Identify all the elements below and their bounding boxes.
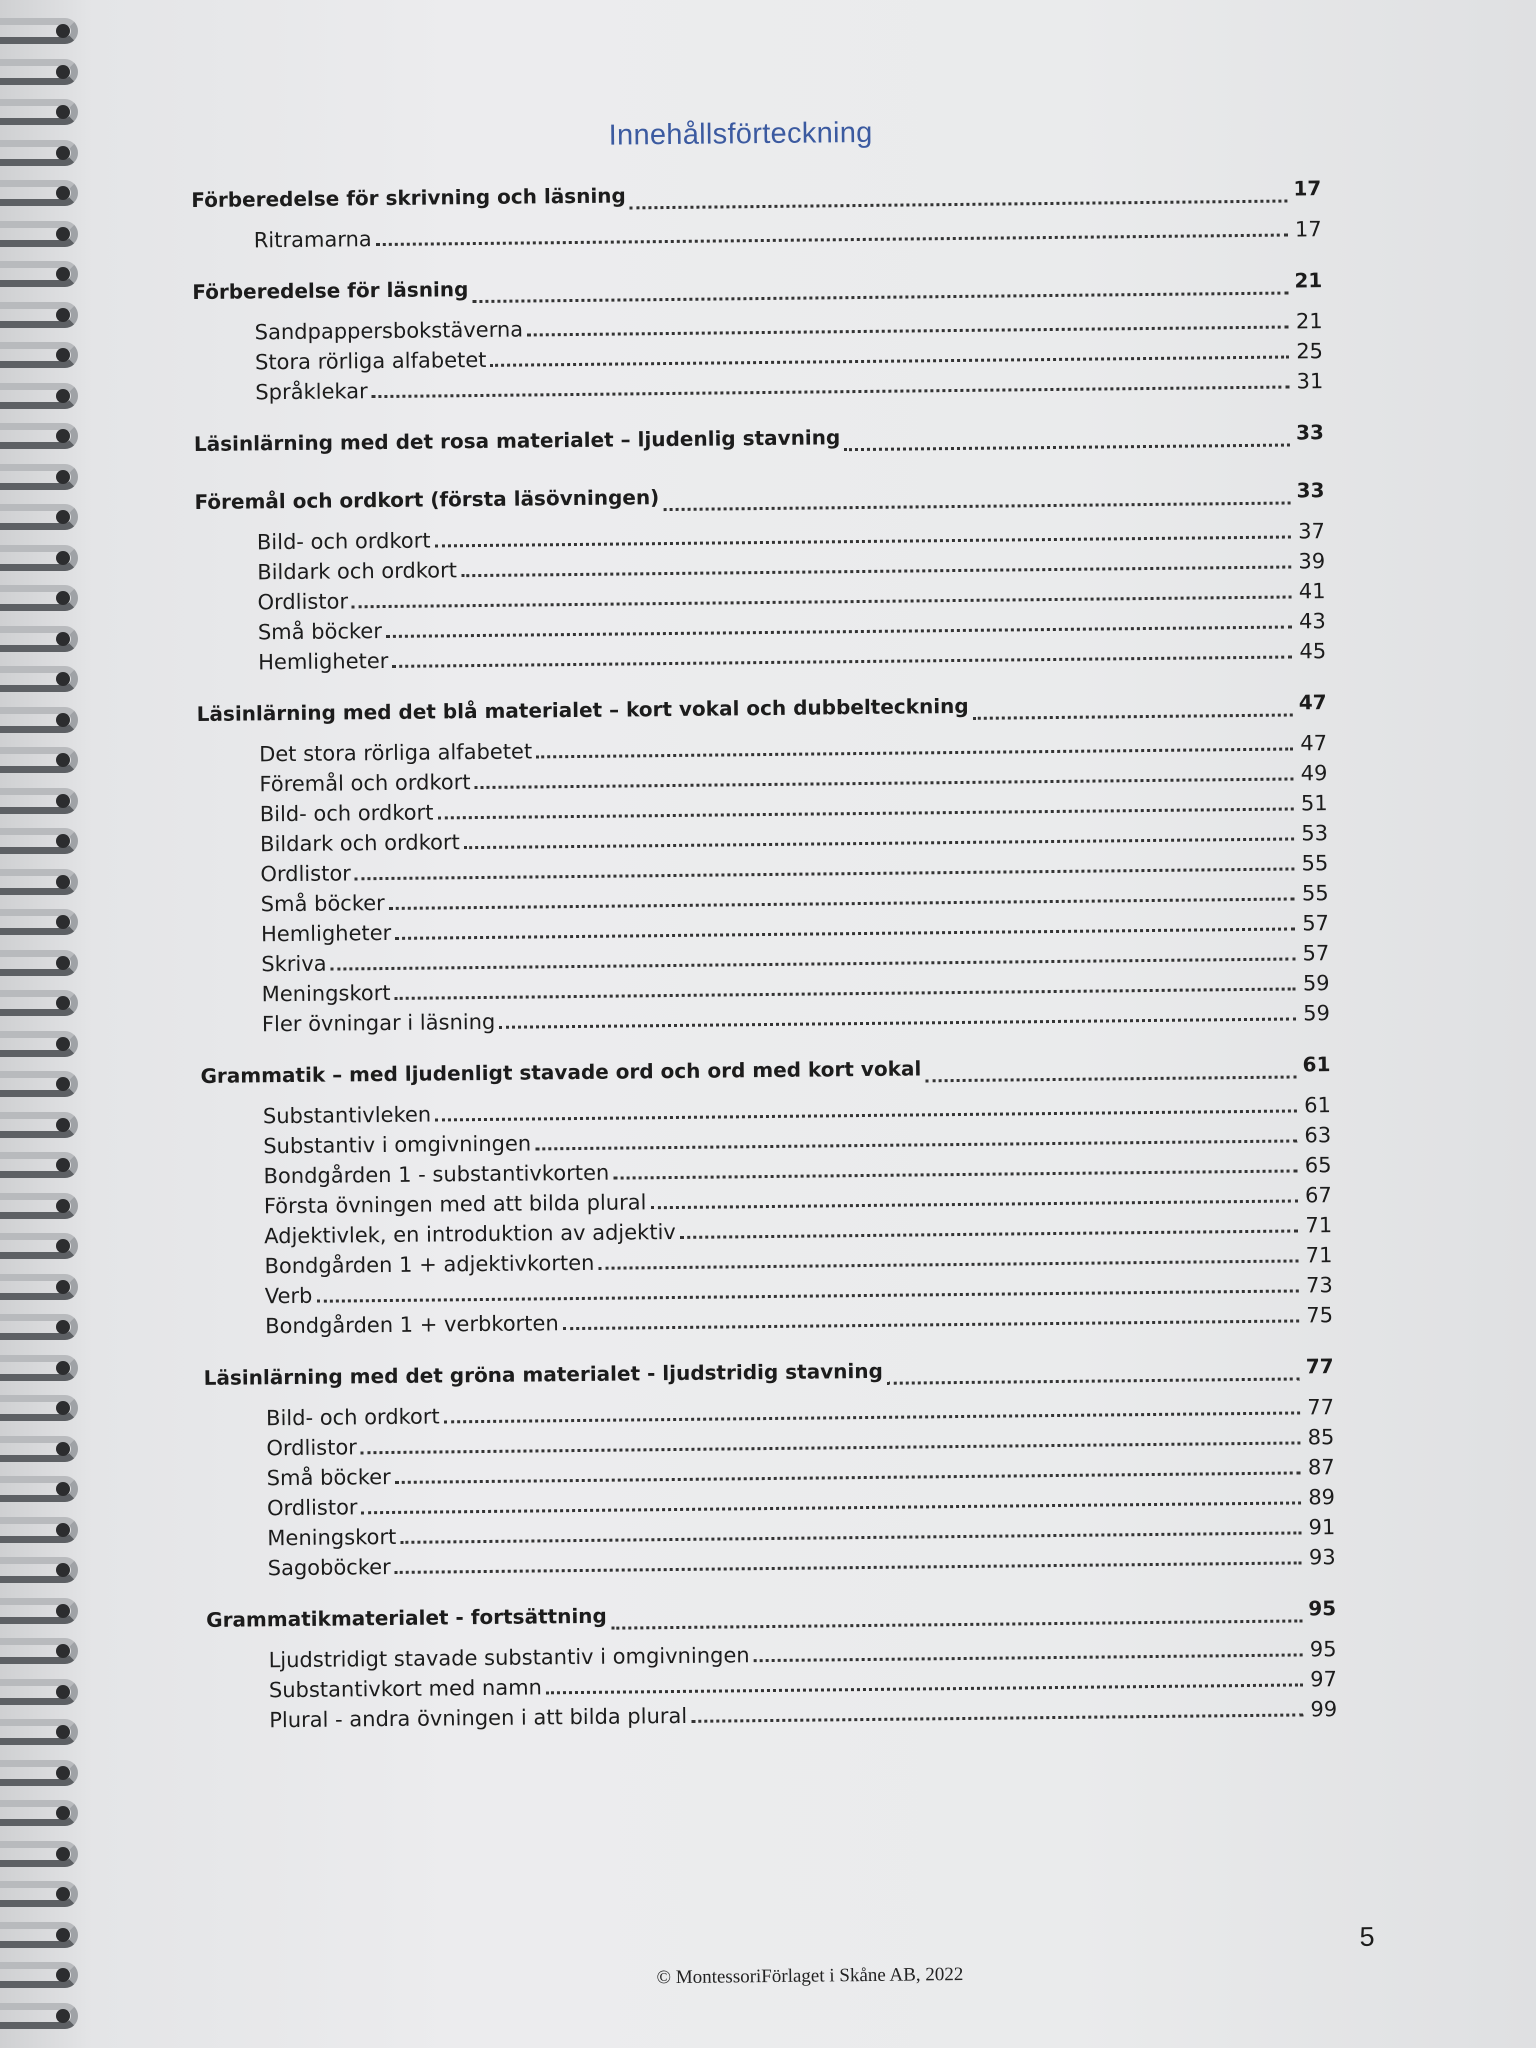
toc-entry-page: 47 — [1300, 731, 1328, 756]
toc-entry-label: Bild- och ordkort — [256, 528, 431, 555]
toc-entry-label: Substantiv i omgivningen — [263, 1131, 532, 1159]
toc-leader-dots — [925, 1074, 1296, 1082]
toc-entry-label: Sandpappersbokstäverna — [254, 317, 524, 345]
toc-leader-dots — [361, 1440, 1301, 1454]
toc-leader-dots — [435, 534, 1291, 547]
toc-entry-label: Språklekar — [255, 379, 368, 405]
toc-entry-label: Små böcker — [260, 891, 385, 917]
toc-leader-dots — [376, 233, 1288, 247]
toc-entry-label: Hemligheter — [260, 920, 392, 947]
page-title: Innehållsförteckning — [608, 116, 873, 152]
toc-leader-dots — [598, 1258, 1298, 1269]
toc-entry-page: 61 — [1304, 1093, 1332, 1118]
toc-leader-dots — [563, 1318, 1299, 1330]
toc-entry-label: Skriva — [261, 951, 327, 977]
toc-leader-dots — [887, 1376, 1300, 1384]
toc-entry-page: 51 — [1300, 791, 1328, 816]
toc-leader-dots — [527, 325, 1289, 337]
toc-leader-dots — [464, 836, 1294, 849]
toc-entry-page: 75 — [1306, 1303, 1334, 1328]
toc-leader-dots — [392, 654, 1292, 667]
toc-leader-dots — [611, 1618, 1302, 1629]
toc-entry-page: 53 — [1301, 821, 1329, 846]
toc-leader-dots — [400, 1530, 1301, 1543]
toc-entry-page: 63 — [1304, 1123, 1332, 1148]
toc-entry-label: Hemligheter — [258, 648, 389, 675]
toc-section-heading — [196, 680, 1326, 736]
toc-section — [192, 258, 1323, 408]
toc-entry-label: Adjektivlek, en introduktion av adjektiv — [264, 1219, 676, 1249]
page-number: 5 — [1359, 1921, 1375, 1952]
toc-leader-dots — [395, 1470, 1301, 1483]
toc-leader-dots — [691, 1712, 1303, 1722]
toc-entry-label: Bild- och ordkort — [259, 800, 434, 827]
toc-section-heading — [194, 410, 1324, 466]
toc-leader-dots — [475, 776, 1294, 789]
toc-section — [203, 1344, 1335, 1584]
toc-entry-page: 87 — [1307, 1455, 1335, 1480]
toc-leader-dots — [546, 1682, 1303, 1694]
toc-leader-dots — [386, 624, 1292, 637]
toc-leader-dots — [630, 199, 1288, 210]
toc-leader-dots — [355, 866, 1295, 880]
toc-entry-page: 31 — [1296, 369, 1324, 394]
toc-entry-page: 57 — [1302, 941, 1330, 966]
toc-entry — [192, 214, 1322, 256]
toc-entry-page: 71 — [1305, 1243, 1333, 1268]
toc-entry-label: Substantivleken — [262, 1102, 432, 1129]
toc-section-title: Förberedelse för skrivning och läsning — [191, 183, 626, 212]
toc-section-page: 33 — [1296, 478, 1325, 503]
toc-entry-page: 97 — [1310, 1667, 1338, 1692]
toc-entry-page: 39 — [1298, 549, 1326, 574]
toc-entry-label: Bild- och ordkort — [265, 1404, 440, 1431]
toc-entry-label: Ordlistor — [257, 589, 349, 615]
toc-leader-dots — [372, 385, 1290, 399]
toc-entry-page: 17 — [1294, 217, 1322, 242]
toc-section-heading — [200, 1042, 1330, 1098]
toc-entry-label: Fler övningar i läsning — [261, 1009, 496, 1037]
toc-entry-page: 85 — [1307, 1425, 1335, 1450]
toc-entry-label: Meningskort — [267, 1524, 397, 1551]
toc-entry-label: Ljudstridigt stavade substantiv i omgivningen — [268, 1643, 750, 1673]
toc-leader-dots — [435, 1108, 1297, 1121]
toc-entry-label: Bildark och ordkort — [259, 830, 460, 857]
toc-entry-label: Verb — [264, 1283, 313, 1309]
toc-leader-dots — [536, 746, 1293, 758]
toc-section-title: Läsinlärning med det gröna materialet - ljudstridig stavning — [203, 1358, 883, 1390]
toc-section — [196, 680, 1330, 1040]
toc-entry-page: 71 — [1305, 1213, 1333, 1238]
toc-entry-page: 65 — [1304, 1153, 1332, 1178]
toc-leader-dots — [473, 291, 1289, 304]
toc-leader-dots — [331, 956, 1296, 970]
toc-entry-label: Substantivkort med namn — [268, 1675, 543, 1703]
toc-entry-page: 77 — [1307, 1395, 1335, 1420]
toc-entry-page: 67 — [1304, 1183, 1332, 1208]
toc-section-page: 17 — [1293, 176, 1322, 201]
toc-entry-page: 21 — [1295, 309, 1323, 334]
toc-section-page: 95 — [1308, 1596, 1337, 1621]
toc-section-title: Grammatikmaterialet - fortsättning — [206, 1603, 607, 1632]
toc-entry-page: 93 — [1308, 1545, 1336, 1570]
toc-section-page: 33 — [1295, 420, 1324, 445]
toc-leader-dots — [490, 355, 1289, 367]
toc-entry-label: Ordlistor — [266, 1435, 357, 1461]
toc-entry-label: Små böcker — [266, 1464, 391, 1491]
toc-section — [200, 1042, 1333, 1342]
toc-entry-label: Första övningen med att bilda plural — [263, 1190, 647, 1219]
toc-leader-dots — [973, 712, 1293, 719]
toc-section-heading — [194, 468, 1324, 524]
toc-section-heading — [191, 166, 1321, 222]
toc-entry-page: 55 — [1301, 881, 1329, 906]
toc-leader-dots — [437, 806, 1293, 819]
toc-entry-page: 59 — [1303, 1001, 1331, 1026]
toc-entry-page: 89 — [1308, 1485, 1336, 1510]
toc-entry-label: Stora rörliga alfabetet — [254, 347, 487, 375]
toc-entry-label: Ordlistor — [260, 861, 351, 887]
toc-leader-dots — [680, 1228, 1298, 1238]
toc-entry-page: 99 — [1310, 1697, 1338, 1722]
toc-entry-page: 45 — [1299, 639, 1327, 664]
toc-entry-label: Bondgården 1 + verbkorten — [265, 1311, 559, 1339]
toc-entry-label: Föremål och ordkort — [259, 770, 471, 797]
toc-section-page: 47 — [1298, 690, 1327, 715]
toc-leader-dots — [650, 1198, 1297, 1209]
toc-leader-dots — [395, 926, 1295, 939]
toc-section-page: 61 — [1302, 1052, 1331, 1077]
toc-entry-page: 43 — [1298, 609, 1326, 634]
toc-section-heading — [206, 1586, 1336, 1642]
toc-section-heading — [192, 258, 1322, 314]
toc-entry-label: Sagoböcker — [267, 1554, 391, 1581]
toc-entry-page: 37 — [1298, 519, 1325, 544]
toc-entry-label: Bondgården 1 - substantivkorten — [263, 1160, 610, 1189]
toc-section — [206, 1586, 1337, 1736]
toc-section-title: Läsinlärning med det blå materialet – kort vokal och dubbelteckning — [196, 693, 969, 726]
toc-entry-page: 91 — [1308, 1515, 1336, 1540]
toc-section-title: Grammatik – med ljudenligt stavade ord och ord med kort vokal — [200, 1056, 922, 1088]
toc-entry-page: 25 — [1296, 339, 1324, 364]
toc-section-title: Förberedelse för läsning — [192, 277, 469, 304]
toc-leader-dots — [844, 443, 1290, 452]
toc-section-heading — [203, 1344, 1333, 1400]
toc-entry-label: Bildark och ordkort — [257, 558, 458, 585]
toc-section-page: 77 — [1305, 1354, 1334, 1379]
toc-leader-dots — [352, 594, 1292, 608]
toc-entry-page: 73 — [1305, 1273, 1333, 1298]
toc-entry-label: Bondgården 1 + adjektivkorten — [264, 1250, 595, 1279]
toc-leader-dots — [663, 500, 1290, 511]
toc-leader-dots — [362, 1500, 1302, 1514]
toc-entry-label: Ordlistor — [266, 1495, 358, 1521]
toc-section — [194, 410, 1324, 466]
toc-leader-dots — [499, 1016, 1296, 1028]
toc-entry-page: 57 — [1302, 911, 1330, 936]
toc-entry-page: 59 — [1302, 971, 1330, 996]
toc-section-page: 21 — [1294, 268, 1323, 293]
toc-entry-page: 41 — [1298, 579, 1326, 604]
toc-section — [194, 468, 1326, 678]
toc-leader-dots — [395, 1560, 1302, 1573]
toc-entry-page: 49 — [1300, 761, 1328, 786]
table-of-contents — [191, 166, 1337, 1750]
copyright-notice: © MontessoriFörlaget i Skåne AB, 2022 — [656, 1964, 964, 1989]
toc-leader-dots — [316, 1288, 1298, 1302]
toc-leader-dots — [395, 986, 1296, 999]
toc-entry-label: Det stora rörliga alfabetet — [259, 739, 533, 767]
toc-entry-label: Ritramarna — [253, 227, 372, 253]
toc-leader-dots — [444, 1410, 1300, 1423]
toc-leader-dots — [613, 1168, 1297, 1179]
toc-leader-dots — [535, 1138, 1297, 1150]
toc-entry-label: Meningskort — [261, 980, 391, 1007]
toc-section-title: Läsinlärning med det rosa materialet – ljudenlig stavning — [193, 425, 841, 456]
toc-entry-page: 55 — [1301, 851, 1329, 876]
toc-section-title: Föremål och ordkort (första läsövningen) — [194, 485, 660, 514]
toc-entry-label: Plural - andra övningen i att bilda plural — [269, 1703, 688, 1733]
toc-entry-page: 95 — [1309, 1637, 1337, 1662]
toc-leader-dots — [461, 564, 1291, 577]
toc-leader-dots — [754, 1652, 1303, 1662]
toc-leader-dots — [389, 896, 1295, 909]
toc-section — [191, 166, 1322, 256]
toc-entry-label: Små böcker — [257, 619, 383, 645]
